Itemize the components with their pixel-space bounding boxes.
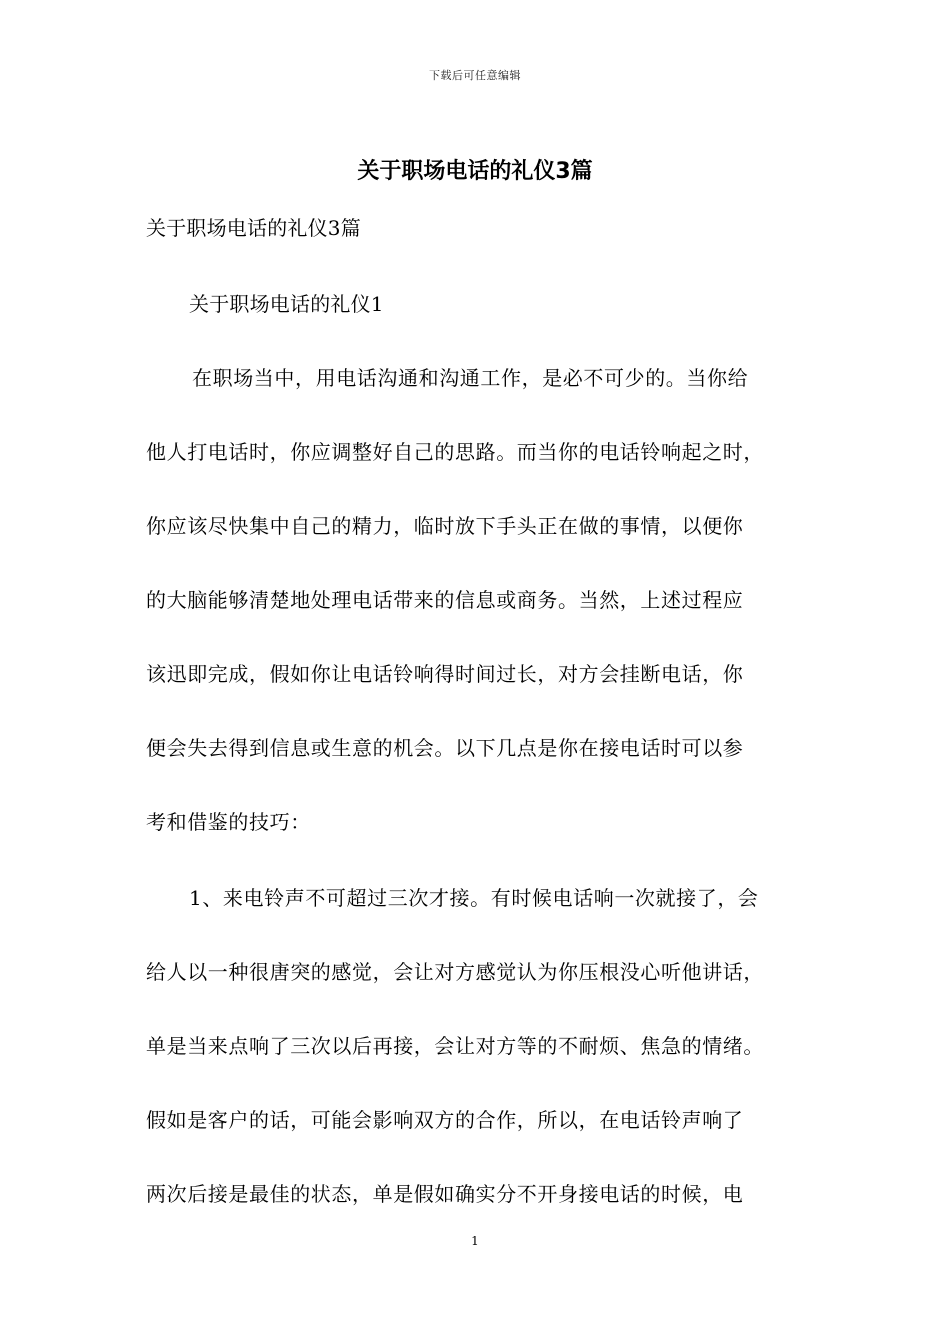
- page-number: 1: [471, 1234, 479, 1248]
- section-title: 关于职场电话的礼仪1: [189, 292, 384, 316]
- paragraph-line: 考和借鉴的技巧：: [146, 810, 311, 834]
- document-subtitle: 关于职场电话的礼仪3篇: [146, 216, 361, 240]
- paragraph-line: 该迅即完成，假如你让电话铃响得时间过长，对方会挂断电话，你: [146, 662, 744, 686]
- paragraph-line: 两次后接是最佳的状态，单是假如确实分不开身接电话的时候，电: [146, 1182, 744, 1206]
- header-note: 下载后可任意编辑: [429, 69, 521, 82]
- paragraph-line: 的大脑能够清楚地处理电话带来的信息或商务。当然，上述过程应: [146, 588, 744, 612]
- paragraph-line: 给人以一种很唐突的感觉，会让对方感觉认为你压根没心听他讲话，: [146, 960, 764, 984]
- paragraph-line: 假如是客户的话，可能会影响双方的合作，所以，在电话铃声响了: [146, 1108, 744, 1132]
- document-title: 关于职场电话的礼仪3篇: [357, 159, 593, 184]
- paragraph-line: 单是当来点响了三次以后再接，会让对方等的不耐烦、焦急的情绪。: [146, 1034, 764, 1058]
- paragraph-line: 便会失去得到信息或生意的机会。以下几点是你在接电话时可以参: [146, 736, 744, 760]
- paragraph-line: 他人打电话时，你应调整好自己的思路。而当你的电话铃响起之时，: [146, 440, 764, 464]
- paragraph-line: 你应该尽快集中自己的精力，临时放下手头正在做的事情，以便你: [146, 514, 744, 538]
- paragraph-line: 1、来电铃声不可超过三次才接。有时候电话响一次就接了，会: [189, 886, 759, 910]
- paragraph-line: 在职场当中，用电话沟通和沟通工作，是必不可少的。当你给: [192, 366, 749, 390]
